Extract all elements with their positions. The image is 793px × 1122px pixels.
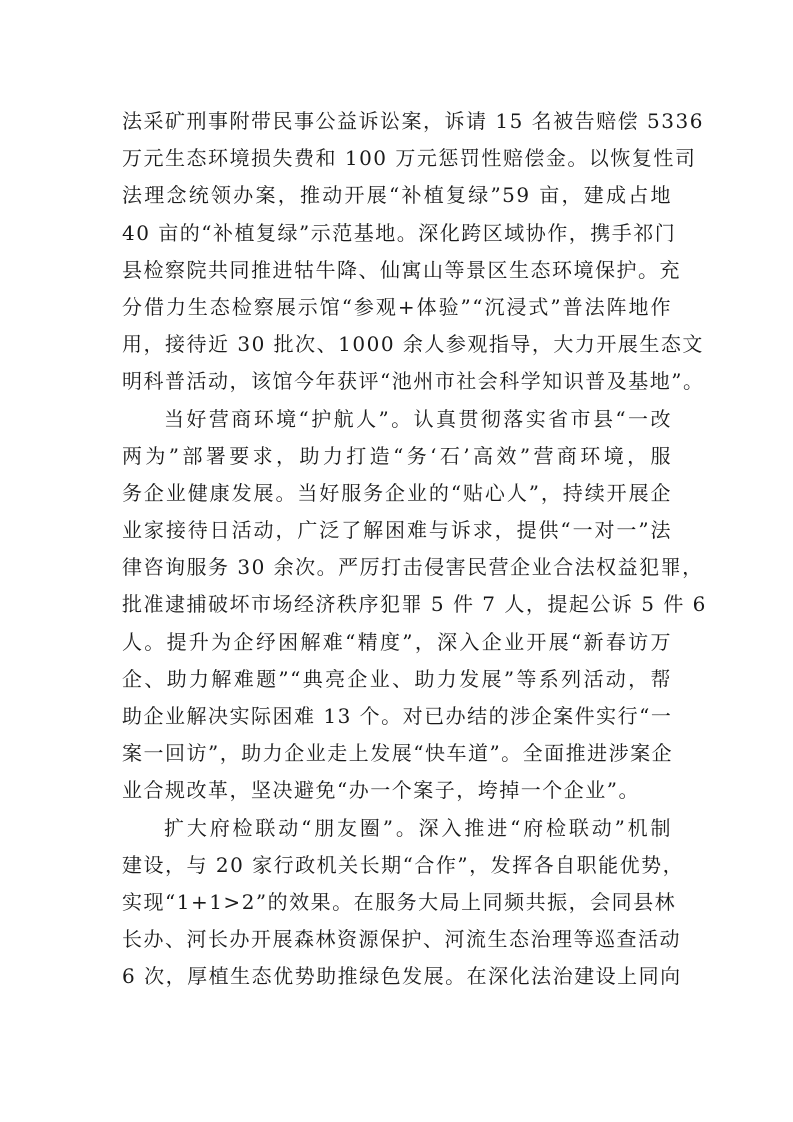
text-line: 业合规改革，坚决避免“办一个案子，垮掉一个企业”。 <box>122 778 640 803</box>
text-line: 万元生态环境损失费和 100 万元惩罚性赔偿金。以恢复性司 <box>122 146 697 171</box>
text-line: 法理念统领办案，推动开展“补植复绿”59 亩，建成占地 <box>122 183 672 208</box>
text-line: 县检察院共同推进牯牛降、仙寓山等景区生态环境保护。充 <box>122 257 681 282</box>
text-line: 实现“1+1>2”的效果。在服务大局上同频共振，会同县林 <box>122 889 677 914</box>
text-line: 40 亩的“补植复绿”示范基地。深化跨区域协作，携手祁门 <box>122 220 677 245</box>
text-line: 分借力生态检察展示馆“参观+体验”“沉浸式”普法阵地作 <box>122 294 672 319</box>
paragraph-business-environment <box>122 401 707 810</box>
text-line: 批准逮捕破坏市场经济秩序犯罪 5 件 7 人，提起公诉 5 件 6 <box>122 592 707 617</box>
text-line: 两为”部署要求，助力打造“务‘石’高效”营商环境，服 <box>122 443 672 468</box>
text-line: 长办、河长办开展森林资源保护、河流生态治理等巡查活动 <box>122 927 681 952</box>
text-line: 业家接待日活动，广泛了解困难与诉求，提供“一对一”法 <box>122 518 672 543</box>
text-line: 人。提升为企纾困解难“精度”，深入企业开展“新春访万 <box>122 629 672 654</box>
text-line: 建设，与 20 家行政机关长期“合作”，发挥各自职能优势， <box>122 852 685 877</box>
paragraph-ecology-protection <box>122 103 705 401</box>
text-line: 扩大府检联动“朋友圈”。深入推进“府检联动”机制 <box>164 815 672 840</box>
text-line: 6 次，厚植生态优势助推绿色发展。在深化法治建设上同向 <box>122 964 682 989</box>
text-line: 法采矿刑事附带民事公益诉讼案，诉请 15 名被告赔偿 5336 <box>122 109 704 133</box>
text-line: 用，接待近 30 批次、1000 余人参观指导，大力开展生态文 <box>122 332 704 357</box>
text-line: 企、助力解难题”“典亮企业、助力发展”等系列活动，帮 <box>122 666 672 691</box>
text-line: 当好营商环境“护航人”。认真贯彻落实省市县“一改 <box>164 406 672 431</box>
text-line: 明科普活动，该馆今年获评“池州市社会科学知识普及基地”。 <box>122 369 705 394</box>
text-line: 助企业解决实际困难 13 个。对已办结的涉企案件实行“一 <box>122 704 673 728</box>
text-line: 案一回访”，助力企业走上发展“快车道”。全面推进涉案企 <box>122 741 674 766</box>
document-page <box>122 103 707 996</box>
text-line: 律咨询服务 30 余次。严厉打击侵害民营企业合法权益犯罪， <box>122 555 704 580</box>
text-line: 务企业健康发展。当好服务企业的“贴心人”，持续开展企 <box>122 480 672 505</box>
paragraph-government-procuratorate-linkage <box>122 810 685 996</box>
